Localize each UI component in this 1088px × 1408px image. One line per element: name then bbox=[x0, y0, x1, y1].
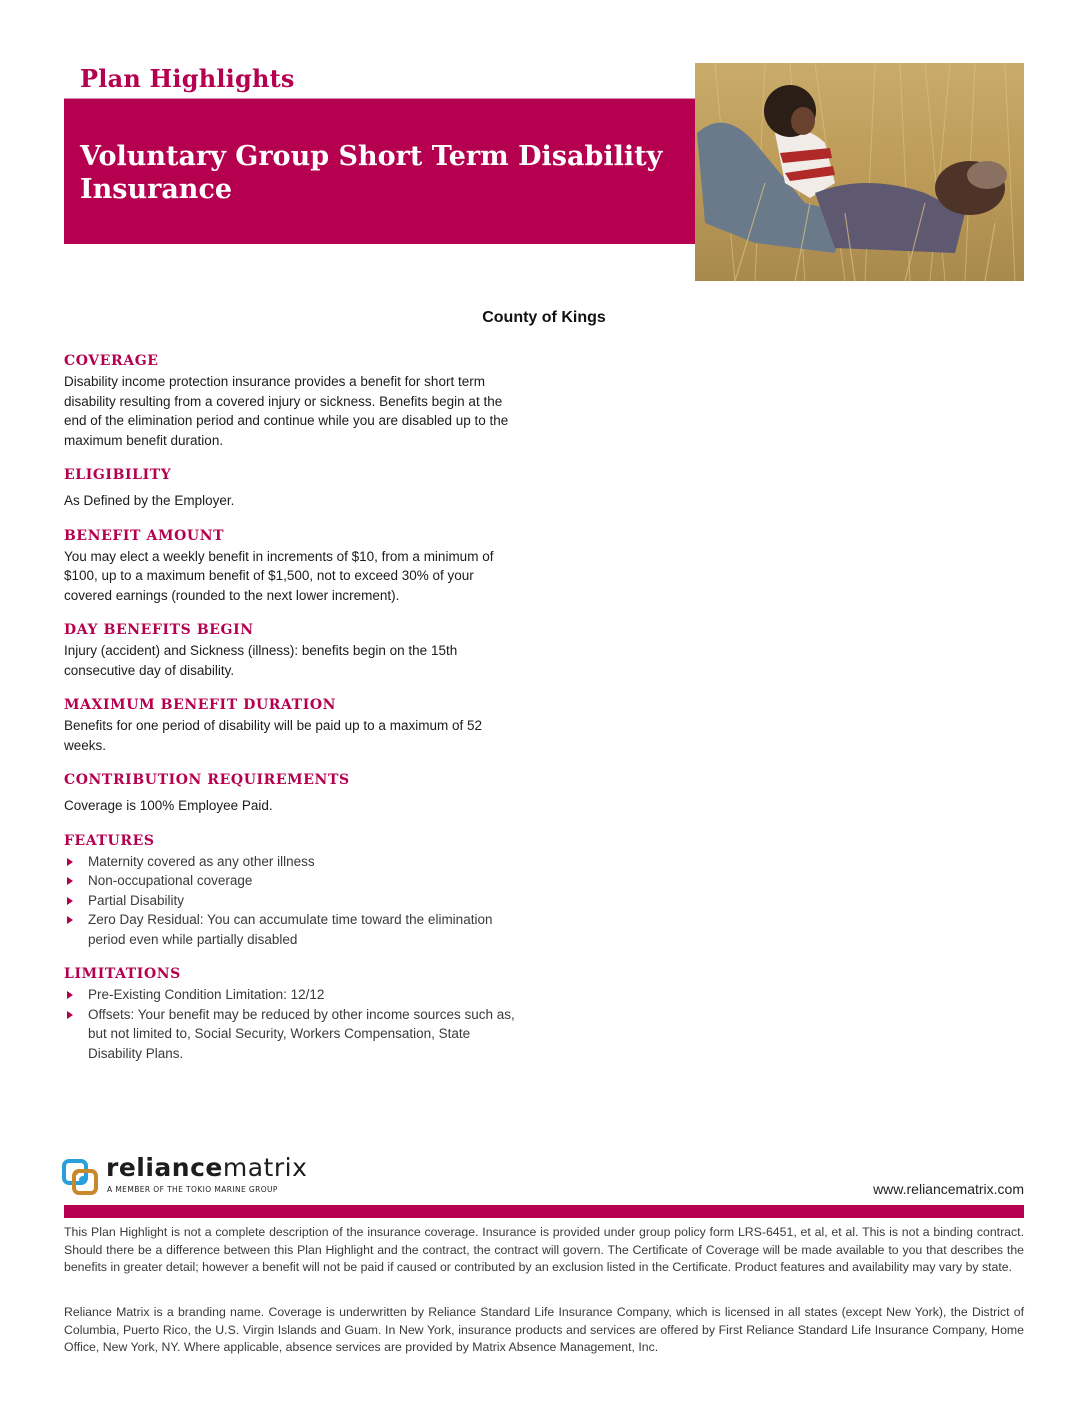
list-item bbox=[64, 910, 524, 949]
family-in-grass-photo bbox=[695, 63, 1024, 281]
section-heading: LIMITATIONS bbox=[64, 966, 181, 982]
section-benefit-amount bbox=[64, 527, 524, 606]
bullet-triangle-icon bbox=[67, 897, 73, 905]
list-item-text: Pre-Existing Condition Limitation: 12/12 bbox=[88, 987, 325, 1002]
list-item bbox=[64, 985, 524, 1005]
underwriter-text: Reliance Matrix is a branding name. Coverage is underwritten by Reliance Standard Life Insurance Company, which is licensed in all states (except New York), the District of Columbia, Puerto Rico, the U.S. Virgin Islands and Guam. In New York, insurance products and services are offered by First Reliance Standard Life Insurance Company, Home Office, New York, NY. Where applicable, absence services are provided by Matrix Absence Management, Inc. bbox=[64, 1305, 1024, 1354]
section-maximum-benefit-duration bbox=[64, 696, 524, 755]
footer-divider-bar bbox=[64, 1205, 1024, 1218]
document-title: Voluntary Group Short Term Disability Insurance bbox=[80, 141, 663, 205]
reliance-matrix-logo-icon bbox=[62, 1159, 100, 1197]
section-day-benefits-begin bbox=[64, 621, 524, 680]
plan-highlights-label: Plan Highlights bbox=[80, 64, 295, 93]
bullet-triangle-icon bbox=[67, 991, 73, 999]
logo-wordmark-bold: reliance bbox=[106, 1153, 223, 1182]
section-heading: COVERAGE bbox=[64, 353, 159, 369]
section-heading: FEATURES bbox=[64, 832, 155, 849]
list-item bbox=[64, 891, 524, 911]
bullet-triangle-icon bbox=[67, 916, 73, 924]
section-body: Benefits for one period of disability will be paid up to a maximum of 52 weeks. bbox=[64, 718, 482, 753]
section-limitations bbox=[64, 965, 524, 1063]
section-body: Disability income protection insurance provides a benefit for short term disability resulting from a covered injury or sickness. Benefits begin at the end of the elimination period and continue while you are disabled up to the maximum benefit duration. bbox=[64, 374, 509, 448]
features-list bbox=[64, 852, 524, 950]
logo-tagline: A MEMBER OF THE TOKIO MARINE GROUP bbox=[107, 1185, 278, 1194]
employer-name: County of Kings bbox=[482, 309, 606, 326]
section-heading: CONTRIBUTION REQUIREMENTS bbox=[64, 772, 350, 788]
list-item-text: Partial Disability bbox=[88, 892, 185, 908]
bullet-triangle-icon bbox=[67, 877, 73, 885]
list-item-text: Zero Day Residual: You can accumulate time toward the elimination period even while partially disabled bbox=[88, 912, 493, 947]
section-features bbox=[64, 832, 524, 950]
section-eligibility bbox=[64, 466, 524, 511]
bullet-triangle-icon bbox=[67, 1011, 73, 1019]
list-item-text: Offsets: Your benefit may be reduced by other income sources such as, but not limited to, Social Security, Workers Compensation, State Disability Plans. bbox=[88, 1006, 515, 1061]
list-item bbox=[64, 871, 524, 891]
list-item bbox=[64, 852, 524, 872]
limitations-list bbox=[64, 985, 524, 1063]
section-heading: BENEFIT AMOUNT bbox=[64, 527, 225, 544]
title-banner bbox=[64, 98, 695, 244]
section-heading: DAY BENEFITS BEGIN bbox=[64, 622, 254, 638]
website-link[interactable]: www.reliancematrix.com bbox=[873, 1181, 1024, 1197]
section-body: Injury (accident) and Sickness (illness): benefits begin on the 15th consecutive day of disability. bbox=[64, 643, 458, 678]
logo-wordmark bbox=[106, 1153, 307, 1182]
logo-wordmark-light: matrix bbox=[222, 1153, 308, 1182]
section-body: As Defined by the Employer. bbox=[64, 493, 235, 508]
reliance-matrix-logo bbox=[62, 1153, 322, 1201]
list-item-text: Maternity covered as any other illness bbox=[88, 853, 315, 869]
list-item-text: Non-occupational coverage bbox=[88, 873, 253, 888]
disclaimer-text: This Plan Highlight is not a complete description of the insurance coverage. Insurance is provided under group policy form LRS-6451, et al, et al. This is not a binding contract. Should there be a difference between this Plan Highlight and the contract, the contract will govern. The Certificate of Coverage will be made available to you that describes the benefits in greater detail; however a benefit will not be paid if caused or contributed by an exclusion listed in the Certificate. Product features and availability may vary by state. bbox=[64, 1225, 1024, 1274]
section-heading: MAXIMUM BENEFIT DURATION bbox=[64, 697, 337, 713]
section-coverage bbox=[64, 352, 524, 450]
list-item bbox=[64, 1005, 524, 1064]
section-body: You may elect a weekly benefit in increments of $10, from a minimum of $100, up to a maximum benefit of $1,500, not to exceed 30% of your covered earnings (rounded to the next lower increment). bbox=[64, 548, 494, 603]
section-body: Coverage is 100% Employee Paid. bbox=[64, 798, 273, 813]
section-heading: ELIGIBILITY bbox=[64, 467, 172, 483]
plan-details bbox=[64, 352, 524, 1079]
bullet-triangle-icon bbox=[67, 858, 73, 866]
section-contribution-requirements bbox=[64, 771, 524, 816]
